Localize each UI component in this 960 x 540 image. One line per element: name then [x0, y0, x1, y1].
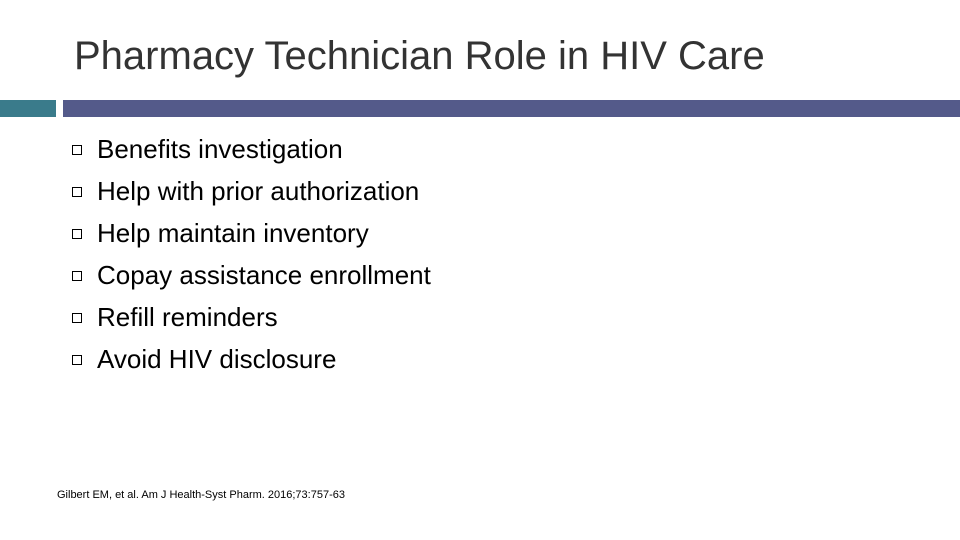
bullet-text: Avoid HIV disclosure — [97, 343, 337, 374]
bullet-item — [72, 338, 431, 380]
checkbox-icon — [72, 271, 82, 281]
bullet-text: Benefits investigation — [97, 133, 343, 164]
bullet-text: Help maintain inventory — [97, 217, 369, 248]
bullet-item — [72, 170, 431, 212]
bullet-text: Help with prior authorization — [97, 175, 420, 206]
citation: Gilbert EM, et al. Am J Health-Syst Pharm. 2016;73:757-63 — [57, 489, 345, 501]
bullet-item — [72, 296, 431, 338]
checkbox-icon — [72, 355, 82, 365]
checkbox-icon — [72, 145, 82, 155]
bullet-text: Refill reminders — [97, 301, 278, 332]
checkbox-icon — [72, 229, 82, 239]
bullet-list — [72, 128, 431, 380]
bullet-item — [72, 212, 431, 254]
accent-block-teal — [0, 100, 56, 117]
checkbox-icon — [72, 187, 82, 197]
bullet-text: Copay assistance enrollment — [97, 259, 431, 290]
bullet-item — [72, 128, 431, 170]
slide-title: Pharmacy Technician Role in HIV Care — [74, 34, 765, 78]
accent-bar — [63, 100, 960, 117]
checkbox-icon — [72, 313, 82, 323]
bullet-item — [72, 254, 431, 296]
